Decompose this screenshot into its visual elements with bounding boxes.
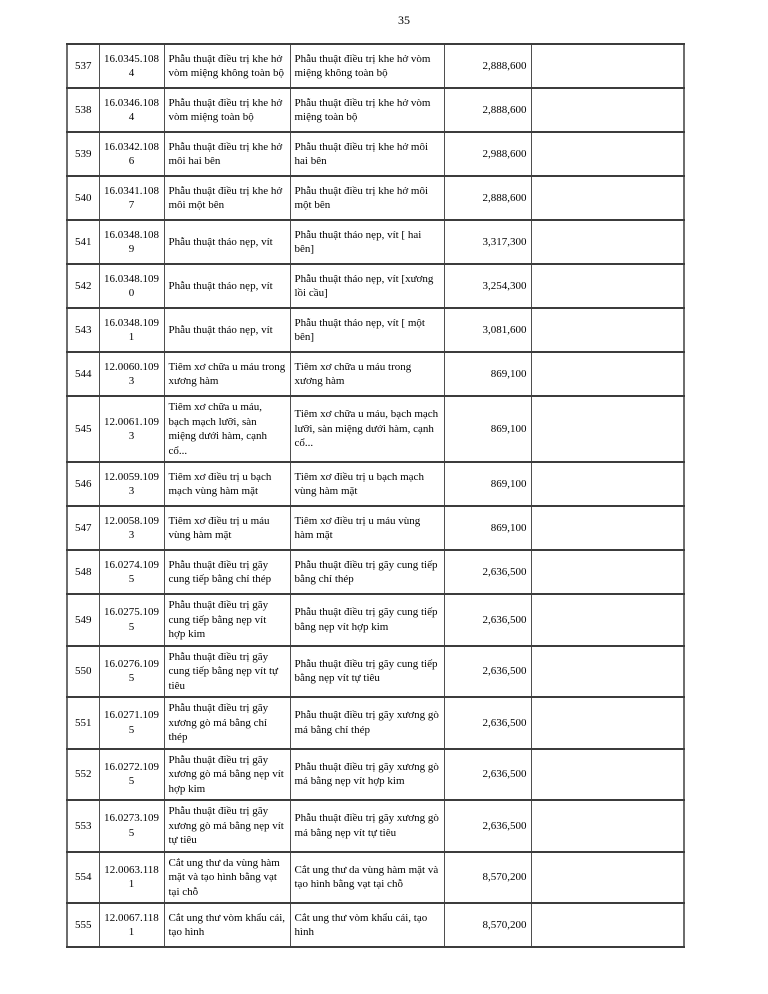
- price-cell: 869,100: [444, 462, 531, 506]
- service-name-cell: Phẫu thuật điều trị khe hở môi một bên: [164, 176, 290, 220]
- price-cell: 3,317,300: [444, 220, 531, 264]
- service-name-cell: Phẫu thuật điều trị gãy xương gò má bằng nẹp vít tự tiêu: [164, 800, 290, 852]
- price-cell: 2,636,500: [444, 550, 531, 594]
- table-row: [67, 749, 684, 801]
- row-number-cell: 549: [67, 594, 99, 646]
- service-code-cell: 16.0348.1090: [99, 264, 164, 308]
- service-code-cell: 16.0276.1095: [99, 646, 164, 698]
- price-cell: 2,636,500: [444, 697, 531, 749]
- service-code-cell: 12.0060.1093: [99, 352, 164, 396]
- row-number-cell: 552: [67, 749, 99, 801]
- table-row: [67, 396, 684, 462]
- service-name-alt-cell: Phẫu thuật tháo nẹp, vít [ một bên]: [290, 308, 444, 352]
- service-name-cell: Tiêm xơ điều trị u máu vùng hàm mặt: [164, 506, 290, 550]
- row-number-cell: 547: [67, 506, 99, 550]
- service-name-cell: Phẫu thuật tháo nẹp, vít: [164, 308, 290, 352]
- service-name-alt-cell: Phẫu thuật điều trị gãy cung tiếp bằng nẹp vít hợp kim: [290, 594, 444, 646]
- table-row: [67, 44, 684, 88]
- service-name-cell: Phẫu thuật tháo nẹp, vít: [164, 264, 290, 308]
- service-code-cell: 16.0274.1095: [99, 550, 164, 594]
- price-cell: 869,100: [444, 352, 531, 396]
- table-row: [67, 506, 684, 550]
- service-name-alt-cell: Phẫu thuật điều trị khe hở môi một bên: [290, 176, 444, 220]
- table-row: [67, 220, 684, 264]
- service-code-cell: 12.0063.1181: [99, 852, 164, 904]
- note-cell: [531, 308, 684, 352]
- service-name-cell: Tiêm xơ chữa u máu, bạch mạch lưỡi, sàn miệng dưới hàm, cạnh cổ...: [164, 396, 290, 462]
- price-cell: 869,100: [444, 396, 531, 462]
- service-name-alt-cell: Tiêm xơ chữa u máu trong xương hàm: [290, 352, 444, 396]
- service-name-cell: Cắt ung thư vòm khẩu cái, tạo hình: [164, 903, 290, 947]
- service-code-cell: 16.0348.1091: [99, 308, 164, 352]
- service-name-alt-cell: Phẫu thuật tháo nẹp, vít [ hai bên]: [290, 220, 444, 264]
- table-row: [67, 352, 684, 396]
- service-name-cell: Phẫu thuật điều trị khe hở vòm miệng toàn bộ: [164, 88, 290, 132]
- service-name-cell: Tiêm xơ chữa u máu trong xương hàm: [164, 352, 290, 396]
- service-name-cell: Phẫu thuật điều trị gãy cung tiếp bằng nẹp vít tự tiêu: [164, 646, 290, 698]
- service-name-alt-cell: Phẫu thuật điều trị gãy xương gò má bằng nẹp vít hợp kim: [290, 749, 444, 801]
- service-name-alt-cell: Tiêm xơ điều trị u máu vùng hàm mặt: [290, 506, 444, 550]
- note-cell: [531, 594, 684, 646]
- row-number-cell: 553: [67, 800, 99, 852]
- table-row: [67, 594, 684, 646]
- row-number-cell: 543: [67, 308, 99, 352]
- row-number-cell: 551: [67, 697, 99, 749]
- row-number-cell: 546: [67, 462, 99, 506]
- note-cell: [531, 44, 684, 88]
- service-name-cell: Tiêm xơ điều trị u bạch mạch vùng hàm mặt: [164, 462, 290, 506]
- table-body: [67, 44, 684, 947]
- service-code-cell: 16.0271.1095: [99, 697, 164, 749]
- row-number-cell: 555: [67, 903, 99, 947]
- service-name-cell: Phẫu thuật điều trị gãy cung tiếp bằng chỉ thép: [164, 550, 290, 594]
- service-code-cell: 12.0067.1181: [99, 903, 164, 947]
- table-row: [67, 88, 684, 132]
- service-name-alt-cell: Phẫu thuật điều trị gãy xương gò má bằng chỉ thép: [290, 697, 444, 749]
- service-name-alt-cell: Cắt ung thư vòm khẩu cái, tạo hình: [290, 903, 444, 947]
- note-cell: [531, 88, 684, 132]
- row-number-cell: 550: [67, 646, 99, 698]
- service-name-alt-cell: Phẫu thuật điều trị khe hở vòm miệng toàn bộ: [290, 88, 444, 132]
- row-number-cell: 554: [67, 852, 99, 904]
- price-cell: 2,988,600: [444, 132, 531, 176]
- note-cell: [531, 352, 684, 396]
- service-name-alt-cell: Tiêm xơ chữa u máu, bạch mạch lưỡi, sàn miệng dưới hàm, cạnh cổ...: [290, 396, 444, 462]
- row-number-cell: 541: [67, 220, 99, 264]
- table-row: [67, 550, 684, 594]
- service-name-cell: Phẫu thuật điều trị gãy xương gò má bằng nẹp vít hợp kim: [164, 749, 290, 801]
- table-row: [67, 264, 684, 308]
- service-name-alt-cell: Phẫu thuật điều trị gãy cung tiếp bằng nẹp vít tự tiêu: [290, 646, 444, 698]
- service-code-cell: 12.0058.1093: [99, 506, 164, 550]
- price-cell: 2,888,600: [444, 176, 531, 220]
- service-name-alt-cell: Phẫu thuật điều trị khe hở vòm miệng không toàn bộ: [290, 44, 444, 88]
- row-number-cell: 538: [67, 88, 99, 132]
- service-code-cell: 16.0341.1087: [99, 176, 164, 220]
- price-cell: 3,081,600: [444, 308, 531, 352]
- note-cell: [531, 749, 684, 801]
- table-row: [67, 132, 684, 176]
- service-name-alt-cell: Phẫu thuật điều trị gãy xương gò má bằng nẹp vít tự tiêu: [290, 800, 444, 852]
- service-name-cell: Phẫu thuật điều trị khe hở môi hai bên: [164, 132, 290, 176]
- service-name-cell: Phẫu thuật điều trị gãy cung tiếp bằng nẹp vít hợp kim: [164, 594, 290, 646]
- table-row: [67, 800, 684, 852]
- price-cell: 2,636,500: [444, 749, 531, 801]
- price-cell: 8,570,200: [444, 903, 531, 947]
- price-cell: 869,100: [444, 506, 531, 550]
- row-number-cell: 544: [67, 352, 99, 396]
- note-cell: [531, 176, 684, 220]
- price-cell: 2,636,500: [444, 800, 531, 852]
- row-number-cell: 540: [67, 176, 99, 220]
- note-cell: [531, 132, 684, 176]
- note-cell: [531, 800, 684, 852]
- service-code-cell: 12.0061.1093: [99, 396, 164, 462]
- note-cell: [531, 646, 684, 698]
- table-row: [67, 462, 684, 506]
- table-row: [67, 852, 684, 904]
- row-number-cell: 548: [67, 550, 99, 594]
- service-name-cell: Phẫu thuật điều trị khe hở vòm miệng không toàn bộ: [164, 44, 290, 88]
- note-cell: [531, 220, 684, 264]
- service-code-cell: 16.0342.1086: [99, 132, 164, 176]
- price-cell: 2,636,500: [444, 594, 531, 646]
- row-number-cell: 537: [67, 44, 99, 88]
- service-name-alt-cell: Phẫu thuật tháo nẹp, vít [xương lồi cầu]: [290, 264, 444, 308]
- note-cell: [531, 462, 684, 506]
- price-cell: 2,888,600: [444, 44, 531, 88]
- service-name-alt-cell: Phẫu thuật điều trị khe hở môi hai bên: [290, 132, 444, 176]
- service-code-cell: 16.0273.1095: [99, 800, 164, 852]
- table-row: [67, 176, 684, 220]
- note-cell: [531, 396, 684, 462]
- price-cell: 2,888,600: [444, 88, 531, 132]
- service-name-alt-cell: Phẫu thuật điều trị gãy cung tiếp bằng chỉ thép: [290, 550, 444, 594]
- note-cell: [531, 903, 684, 947]
- table-row: [67, 646, 684, 698]
- price-table: [66, 43, 685, 948]
- service-name-alt-cell: Cắt ung thư da vùng hàm mặt và tạo hình bằng vạt tại chỗ: [290, 852, 444, 904]
- note-cell: [531, 697, 684, 749]
- service-name-alt-cell: Tiêm xơ điều trị u bạch mạch vùng hàm mặt: [290, 462, 444, 506]
- table-row: [67, 903, 684, 947]
- service-code-cell: 16.0272.1095: [99, 749, 164, 801]
- price-cell: 8,570,200: [444, 852, 531, 904]
- service-code-cell: 16.0346.1084: [99, 88, 164, 132]
- note-cell: [531, 852, 684, 904]
- price-cell: 3,254,300: [444, 264, 531, 308]
- row-number-cell: 542: [67, 264, 99, 308]
- service-code-cell: 16.0348.1089: [99, 220, 164, 264]
- note-cell: [531, 264, 684, 308]
- page-number: 35: [398, 13, 410, 27]
- row-number-cell: 539: [67, 132, 99, 176]
- service-code-cell: 16.0275.1095: [99, 594, 164, 646]
- service-name-cell: Phẫu thuật điều trị gãy xương gò má bằng chỉ thép: [164, 697, 290, 749]
- service-name-cell: Phẫu thuật tháo nẹp, vít: [164, 220, 290, 264]
- row-number-cell: 545: [67, 396, 99, 462]
- table-row: [67, 697, 684, 749]
- service-code-cell: 12.0059.1093: [99, 462, 164, 506]
- note-cell: [531, 550, 684, 594]
- service-code-cell: 16.0345.1084: [99, 44, 164, 88]
- note-cell: [531, 506, 684, 550]
- service-name-cell: Cắt ung thư da vùng hàm mặt và tạo hình bằng vạt tại chỗ: [164, 852, 290, 904]
- table-row: [67, 308, 684, 352]
- price-cell: 2,636,500: [444, 646, 531, 698]
